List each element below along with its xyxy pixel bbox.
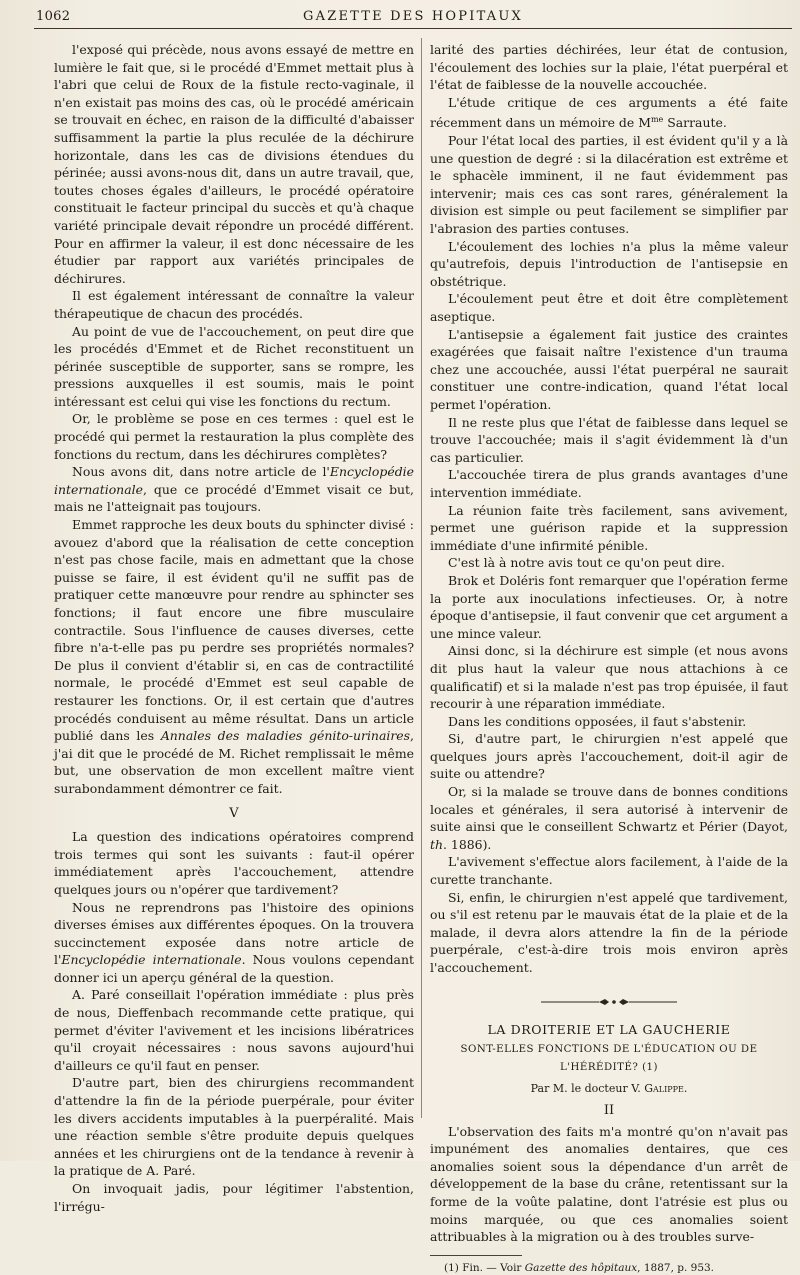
publication-title: Gazette des hôpitaux <box>524 1261 638 1274</box>
text-run: . <box>683 1082 688 1096</box>
ornament-rule-icon <box>539 996 679 1008</box>
paragraph: C'est là à notre avis tout ce qu'on peut dire. <box>448 555 725 571</box>
text-run: Nous ne reprendrons pas l'histoire des opinions diverses émises aux différentes époques. On la trouvera succinctement exposée dans notre article de l' <box>54 899 414 968</box>
paragraph <box>54 463 414 516</box>
text-run: Par M. le docteur V. <box>530 1082 645 1096</box>
paragraph: La réunion faite très facilement, sans avivement, permet une guérison rapide et la suppression immédiate d'une infirmité pénible. <box>430 502 788 553</box>
paragraph: L'avivement s'effectue alors facilement, à l'aide de la curette tranchante. <box>430 854 788 888</box>
paragraph <box>54 516 414 798</box>
paragraph: Or, le problème se pose en ces termes : quel est le procédé qui permet la restauration la plus complète des fonctions du rectum, dans les déchirures complètes? <box>54 411 414 462</box>
article-subtitle: SONT-ELLES FONCTIONS DE L'ÉDUCATION OU DE L'HÉRÉDITÉ? (1) <box>460 1044 758 1073</box>
text-run: , j'ai dit que le procédé de M. Richet remplissait le même but, une observation de mon excellent maître vient surabondamment démontrer ce fait. <box>54 728 414 796</box>
paragraph <box>430 94 788 132</box>
paragraph: A. Paré conseillait l'opération immédiate : plus près de nous, Dieffenbach recommande cette pratique, qui permet d'éviter l'avivement et les incisions libératrices qu'il croyait nécessaires : nous savons aujourd'hui d'ailleurs ce qu'il faut en penser. <box>54 987 414 1073</box>
paragraph: Il est également intéressant de connaître la valeur thérapeutique de chacun des procédés. <box>54 288 414 321</box>
paragraph: Il ne reste plus que l'état de faiblesse dans lequel se trouve l'accouchée; mais il s'agit évidemment là d'un cas particulier. <box>430 414 788 465</box>
text-run: Sarraute. <box>663 115 727 131</box>
paragraph: larité des parties déchirées, leur état de contusion, l'écoulement des lochies sur la plaie, l'état puerpéral et l'état de faiblesse de la nouvelle accouchée. <box>430 42 788 93</box>
column-divider <box>421 38 422 1118</box>
paragraph: La question des indications opératoires comprend trois termes qui sont les suivants : faut-il opérer immédiatement après l'accouchement, attendre quelques jours ou n'opérer que tardivement? <box>54 829 414 897</box>
article-title: LA DROITERIE ET LA GAUCHERIE <box>487 1021 731 1037</box>
text-run: L'étude critique de ces arguments a été faite récemment dans un mémoire de M <box>430 94 788 131</box>
text-run: , 1887, p. 953. <box>637 1261 715 1274</box>
paragraph: Dans les conditions opposées, il faut s'abstenir. <box>448 713 747 729</box>
author-name: Galippe <box>644 1082 684 1096</box>
part-number: II <box>603 1102 615 1118</box>
publication-title: Encyclopédie internationale <box>54 464 414 497</box>
text-run: (1) Fin. — Voir <box>444 1261 525 1274</box>
text-run: Or, si la malade se trouve dans de bonnes conditions locales et générales, il sera autorisé à intervenir de suite ainsi que le conseillent Schwartz et Périer (Dayot, <box>430 784 788 835</box>
paragraph <box>54 899 414 987</box>
text-run: Nous avons dit, dans notre article de l' <box>72 464 330 480</box>
text-run: . 1886). <box>443 836 492 852</box>
section-number: V <box>229 805 239 821</box>
publication-title: Encyclopédie internationale <box>61 952 242 968</box>
superscript: me <box>650 115 664 125</box>
paragraph: Si, d'autre part, le chirurgien n'est appelé que quelques jours après l'accouchement, doit-il agir de suite ou attendre? <box>430 731 788 782</box>
page-number: 1062 <box>36 9 71 24</box>
paragraph: L'accouchée tirera de plus grands avantages d'une intervention immédiate. <box>430 467 788 500</box>
footnote <box>430 1261 788 1275</box>
paragraph: Pour l'état local des parties, il est évident qu'il y a là une question de degré : si la dilacération est extrême et le sphacèle imminent, il ne faut évidemment pas intervenir; mais ces cas sont rares, généralement la division est simple ou peut facilement se simplifier par l'abrasion des parties contuses. <box>430 133 788 237</box>
paragraph: Brok et Doléris font remarquer que l'opération ferme la porte aux inoculations infectieuses. Or, à notre époque d'antisepsie, il faut convenir que cet argument a une mince valeur. <box>430 572 788 641</box>
byline <box>430 1080 788 1098</box>
running-title: GAZETTE DES HOPITAUX <box>303 9 523 24</box>
text-run: . Nous voulons cependant donner ici un aperçu général de la question. <box>54 952 414 985</box>
paragraph: Ainsi donc, si la déchirure est simple (et nous avons dit plus haut la valeur que nous attachions à ce qualificatif) et si la malade n'est pas trop épuisée, il faut recourir à une réparation immédiate. <box>430 643 788 712</box>
paragraph: D'autre part, bien des chirurgiens recommandent d'attendre la fin de la période puerpérale, pour éviter les divers accidents imputables à la puerpéralité. Mais une réaction semble s'être produite depuis quelques années et les chirurgiens ont de la tendance à revenir à la pratique de A. Paré. <box>54 1075 414 1179</box>
paragraph: L'écoulement des lochies n'a plus la même valeur qu'autrefois, depuis l'introduction de l'antisepsie en obstétrique. <box>430 238 788 289</box>
paragraph: Si, enfin, le chirurgien n'est appelé que tardivement, ou s'il est retenu par le mauvais état de la plaie et de la malade, il devra alors attendre la fin de la période puerpérale, c'est-à-dire trois mois environ après l'accouchement. <box>430 889 788 976</box>
left-column <box>54 41 414 1215</box>
paragraph: l'exposé qui précède, nous avons essayé de mettre en lumière le fait que, si le procédé d'Emmet mettait plus à l'abri que celui de Roux de la fistule recto-vaginale, il n'en existait pas moins des cas, où le procédé américain se trouvait en échec, en raison de la difficulté d'abaisser suffisamment la partie la plus reculée de la déchirure horizontale, dans les cas de divisions étendues du périnée; aussi avons-nous dit, dans un autre travail, que, toutes choses égales d'ailleurs, le procédé opératoire constituait le facteur principal du succès et qu'à chaque variété principale devait répondre un procédé différent. Pour en affirmer la valeur, il est donc nécessaire de les étudier par rapport aux variétés principales de déchirures. <box>54 42 414 286</box>
right-column <box>430 41 788 1275</box>
paragraph: L'écoulement peut être et doit être complètement aseptique. <box>430 291 788 325</box>
text-run: Emmet rapproche les deux bouts du sphincter divisé : avouez d'abord que la réalisation de cette conception n'est pas chose facile, mais en admettant que la chose puisse se faire, il est évident qu'il ne suffit pas de pratiquer cette manœuvre pour rendre au sphincter ses fonctions; il faut encore une fibre musculaire contractile. Sous l'influence de causes diverses, cette fibre n'a-t-elle pas pu perdre ses propriétés normales? De plus il convient d'établir si, en cas de contractilité normale, le procédé d'Emmet est seul capable de restaurer les fonctions. Or, il est certain que d'autres procédés conduisent au même résultat. Dans un article publié dans les <box>54 517 414 744</box>
paragraph: L'observation des faits m'a montré qu'on n'avait pas impunément des anomalies dentaires, que ces anomalies soient sous la dépendance d'un arrêt de développement de la base du crâne, retentissant sur la forme de la voûte palatine, dont l'atrésie est plus ou moins marquée, ou que ces anomalies soient attribuables à la migration ou à des troubles surve- <box>430 1123 788 1245</box>
paragraph: Au point de vue de l'accouchement, on peut dire que les procédés d'Emmet et de Richet reconstituent un périnée susceptible de supporter, sans se rompre, les pressions auxquelles il est soumis, mais le point intéressant est celui qui vise les fonctions du rectum. <box>54 323 414 409</box>
abbreviation: th <box>430 836 444 852</box>
paragraph <box>430 783 788 853</box>
paragraph: L'antisepsie a également fait justice des craintes exagérées que faisait naître l'existence d'un trauma chez une accouchée, aussi l'état puerpéral ne saurait constituer une contre-indication, quand l'état local permet l'opération. <box>430 326 788 413</box>
text-run: , que ce procédé d'Emmet visait ce but, mais ne l'atteignait pas toujours. <box>54 481 414 515</box>
publication-title: Annales des maladies génito-urinaires <box>160 728 411 744</box>
section-ornament <box>430 995 788 1009</box>
footnote-rule <box>430 1255 522 1256</box>
paragraph: On invoquait jadis, pour légitimer l'abstention, l'irrégu- <box>54 1181 414 1214</box>
page-header <box>34 6 792 29</box>
